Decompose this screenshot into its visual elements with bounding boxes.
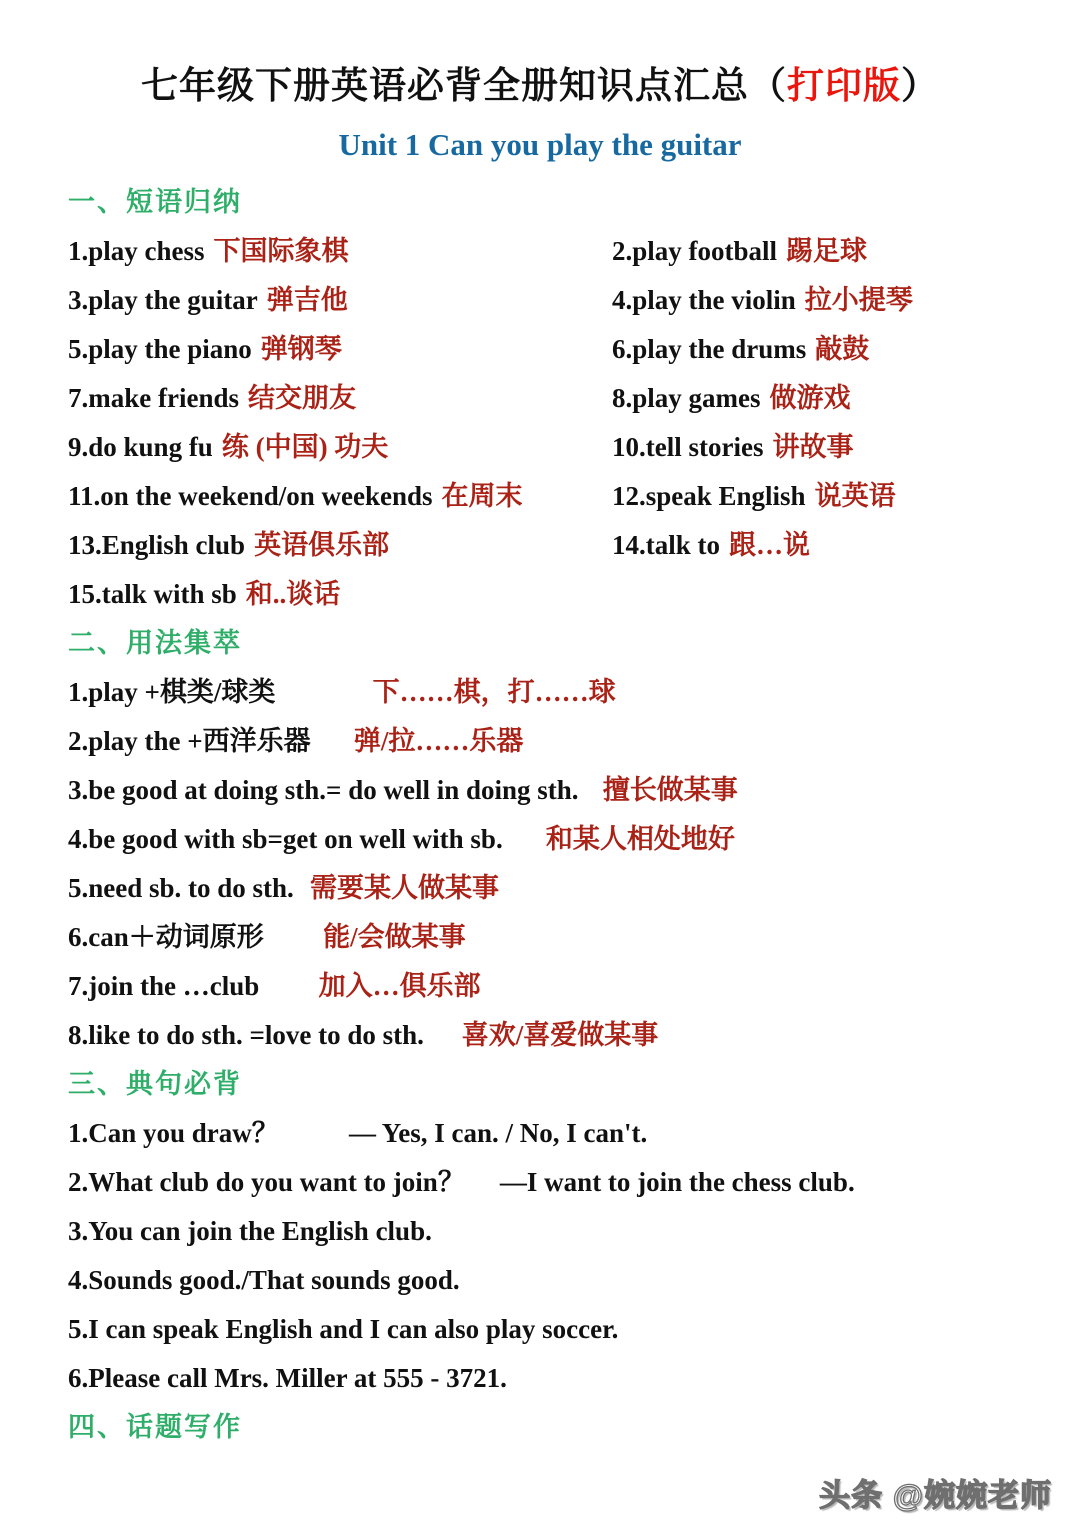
section-heading-usage: 二、用法集萃 [68, 628, 242, 658]
usage-item-chinese: 下……棋，打……球 [372, 677, 616, 707]
usage-item [68, 1011, 1040, 1060]
usage-item [68, 668, 1040, 717]
phrases-item-chinese: 踢足球 [786, 236, 868, 266]
phrases-item [612, 276, 1040, 325]
sentences-item [68, 1207, 1040, 1256]
phrases-item-chinese: 下国际象棋 [213, 236, 349, 266]
phrases-item-chinese: 弹吉他 [266, 285, 348, 315]
phrases-item [68, 570, 612, 619]
usage-item-chinese: 喜欢/喜爱做某事 [461, 1020, 659, 1050]
watermark: 头条 @婉婉老师 [819, 1478, 1052, 1513]
phrases-list [68, 227, 1040, 619]
phrases-item-chinese: 做游戏 [769, 383, 851, 413]
section-heading-writing: 四、话题写作 [68, 1412, 242, 1442]
phrases-item-chinese: 在周末 [441, 481, 523, 511]
phrases-item [68, 423, 612, 472]
phrases-item-chinese: 说英语 [814, 481, 896, 511]
phrases-item-english: 13.English club [68, 530, 246, 560]
phrases-item [68, 227, 612, 276]
phrases-item-english: 7.make friends [68, 383, 239, 413]
phrases-item [612, 325, 1040, 374]
sentences-item-english: 1.Can you draw？ [68, 1118, 279, 1148]
phrases-item-english: 9.do kung fu [68, 432, 213, 462]
section-usage [68, 619, 1040, 1060]
usage-item-english: 3.be good at doing sth.= do well in doing sth. [68, 775, 579, 805]
phrases-item-english: 12.speak English [612, 481, 806, 511]
sentences-item-english: 6.Please call Mrs. Miller at 555 - 3721. [68, 1363, 507, 1393]
phrases-item-chinese: 练 (中国) 功夫 [221, 432, 389, 462]
phrases-item [612, 227, 1040, 276]
usage-item-english: 8.like to do sth. =love to do sth. [68, 1020, 424, 1050]
sentences-item-english: 4.Sounds good./That sounds good. [68, 1265, 460, 1295]
phrases-item [612, 472, 1040, 521]
sentences-item-answer: — Yes, I can. / No, I can't. [348, 1118, 648, 1148]
usage-item [68, 766, 1040, 815]
usage-item [68, 815, 1040, 864]
usage-item [68, 864, 1040, 913]
page-title-prefix: 七年级下册英语必背全册知识点汇总（ [141, 65, 787, 106]
section-heading-sentences: 三、典句必背 [68, 1069, 242, 1099]
phrases-item-chinese: 弹钢琴 [260, 334, 342, 364]
usage-item [68, 962, 1040, 1011]
phrases-item [612, 374, 1040, 423]
phrases-item-english: 4.play the violin [612, 285, 796, 315]
phrases-item [68, 521, 612, 570]
phrases-item-chinese: 拉小提琴 [804, 285, 913, 315]
phrases-item-english: 10.tell stories [612, 432, 764, 462]
phrases-item [612, 423, 1040, 472]
sentences-item-answer: —I want to join the chess club. [499, 1167, 855, 1197]
sentences-item-english: 2.What club do you want to join？ [68, 1167, 465, 1197]
usage-item-chinese: 和某人相处地好 [545, 824, 735, 854]
usage-item-chinese: 能/会做某事 [323, 922, 466, 952]
sentences-item [68, 1305, 1040, 1354]
phrases-item-english: 2.play football [612, 236, 778, 266]
usage-item [68, 913, 1040, 962]
phrases-item-english: 11.on the weekend/on weekends [68, 481, 433, 511]
phrases-item-chinese: 结交朋友 [248, 383, 356, 413]
usage-item-english: 6.can＋动词原形 [68, 922, 264, 952]
sentences-item [68, 1256, 1040, 1305]
page-title-highlight: 打印版 [787, 65, 901, 106]
phrases-item [612, 521, 1040, 570]
phrases-item [68, 276, 612, 325]
usage-item-english: 4.be good with sb=get on well with sb. [68, 824, 503, 854]
section-sentences [68, 1060, 1040, 1403]
phrases-item-english: 1.play chess [68, 236, 205, 266]
phrases-item-chinese: 讲故事 [772, 432, 854, 462]
phrases-item [68, 472, 612, 521]
phrases-item-english: 3.play the guitar [68, 285, 258, 315]
usage-item-english: 1.play +棋类/球类 [68, 677, 276, 707]
usage-item-chinese: 需要某人做某事 [309, 873, 499, 903]
sentences-item-english: 5.I can speak English and I can also play soccer. [68, 1314, 619, 1344]
phrases-item-chinese: 敲鼓 [815, 334, 870, 364]
usage-item-english: 7.join the …club [68, 971, 260, 1001]
document-body [68, 178, 1040, 1452]
sentences-item [68, 1354, 1040, 1403]
phrases-item-english: 15.talk with sb [68, 579, 237, 609]
sentences-list [68, 1109, 1040, 1403]
usage-item-chinese: 擅长做某事 [602, 775, 738, 805]
usage-item-chinese: 弹/拉……乐器 [353, 726, 524, 756]
sentences-item [68, 1158, 1040, 1207]
usage-item-english: 2.play the +西洋乐器 [68, 726, 311, 756]
phrases-item-english: 8.play games [612, 383, 761, 413]
unit-subtitle: Unit 1 Can you play the guitar [338, 127, 742, 162]
sentences-item [68, 1109, 1040, 1158]
phrases-item [68, 374, 612, 423]
phrases-item-english: 6.play the drums [612, 334, 807, 364]
phrases-item [68, 325, 612, 374]
section-writing [68, 1403, 1040, 1452]
usage-item-english: 5.need sb. to do sth. [68, 873, 294, 903]
page-title-suffix: ） [901, 65, 939, 106]
section-heading-phrases: 一、短语归纳 [68, 187, 242, 217]
usage-list [68, 668, 1040, 1060]
page-title [0, 64, 1080, 108]
sentences-item-english: 3.You can join the English club. [68, 1216, 432, 1246]
phrases-item-english: 14.talk to [612, 530, 720, 560]
phrases-item-chinese: 和..谈话 [245, 579, 341, 609]
phrases-item-english: 5.play the piano [68, 334, 252, 364]
section-phrases [68, 178, 1040, 619]
usage-item-chinese: 加入…俱乐部 [318, 971, 481, 1001]
phrases-item-chinese: 英语俱乐部 [254, 530, 390, 560]
usage-item [68, 717, 1040, 766]
phrases-item-chinese: 跟…说 [729, 530, 810, 560]
